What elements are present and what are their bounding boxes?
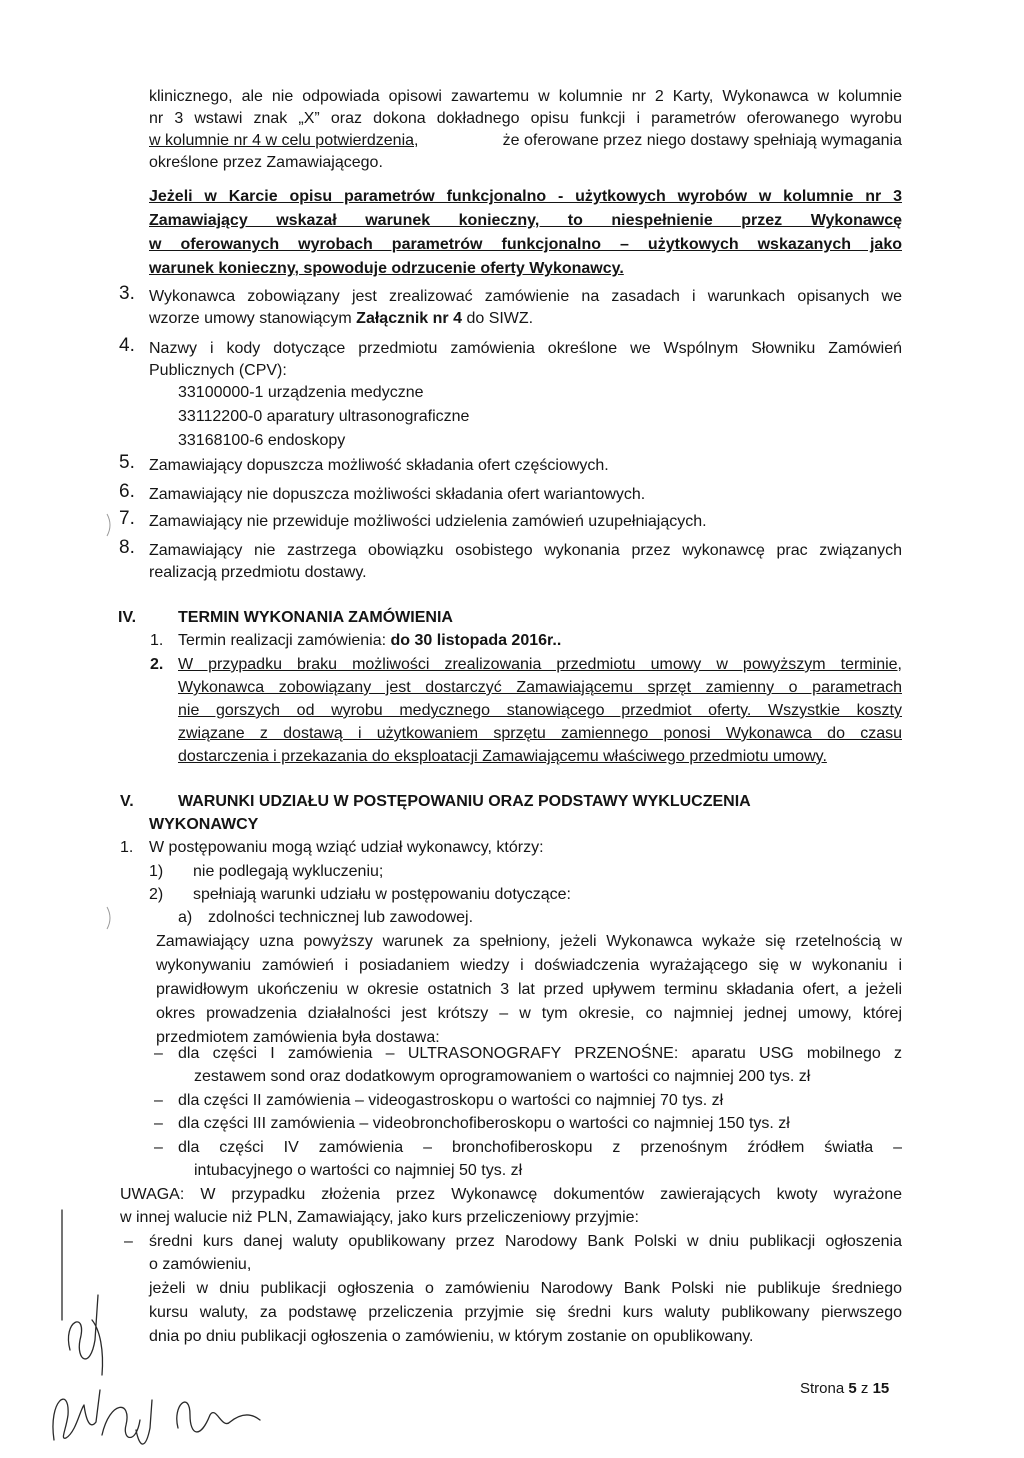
item-7-number: 7.	[119, 508, 135, 529]
item-3-number: 3.	[119, 283, 135, 304]
note-line-1: UWAGA: W przypadku złożenia przez Wykonawcę dokumentów zawierających kwoty wyrażone	[120, 1186, 902, 1203]
section-4-numeral: IV.	[118, 609, 137, 626]
condition-line-2: wykonywaniu zamówień i posiadaniem wiedzy i doświadczenia wyrażającego się w wykonaniu i	[156, 957, 902, 974]
dash-bullet: –	[154, 1139, 163, 1156]
part-4-line-2: intubacyjnego o wartości co najmniej 50 tys. zł	[194, 1162, 523, 1179]
rate-2-line-3: dnia po dniu publikacji ogłoszenia o zamówieniu, w którym zostanie on opublikowany.	[149, 1328, 754, 1345]
total-pages: 15	[872, 1380, 890, 1397]
intro-line-1: klinicznego, ale nie odpowiada opisowi zawartemu w kolumnie nr 2 Karty, Wykonawca w kolumnie	[149, 88, 902, 105]
section-4-point-2-line-3: nie gorszych od wyrobu medycznego stanowiącego przedmiot oferty. Wszystkie koszty	[178, 702, 902, 719]
part-4-line-1: dla części IV zamówienia – bronchofiberoskopu z przenośnym źródłem światła –	[178, 1139, 902, 1156]
dash-bullet: –	[154, 1045, 163, 1062]
condition-line-3: prawidłowym ukończeniu w okresie ostatnich 3 lat przed upływem terminu składania ofert, a jeżeli	[156, 981, 902, 998]
current-page: 5	[848, 1380, 857, 1397]
page-number	[800, 1378, 889, 1401]
item-7-text: Zamawiający nie przewiduje możliwości udzielenia zamówień uzupełniających.	[149, 513, 707, 530]
sub-1-text: nie podlegają wykluczeniu;	[193, 863, 384, 880]
cpv-code: 33112200-0 aparatury ultrasonograficzne	[178, 408, 470, 425]
item-3-attachment: Załącznik nr 4	[356, 310, 462, 327]
warning-line-2: Zamawiający wskazał warunek konieczny, to niespełnienie przez Wykonawcę	[149, 212, 902, 229]
cpv-code: 33100000-1 urządzenia medyczne	[178, 384, 424, 401]
section-4-point-2-line-4: związane z dostawą i użytkowaniem sprzętu zamiennego ponosi Wykonawca do czasu	[178, 725, 902, 742]
part-3: dla części III zamówienia – videobronchofiberoskopu o wartości co najmniej 150 tys. zł	[178, 1115, 790, 1132]
section-4-title: TERMIN WYKONANIA ZAMÓWIENIA	[178, 609, 453, 626]
sub-2-number: 2)	[149, 886, 164, 903]
section-5-title-line-2: WYKONAWCY	[149, 816, 259, 833]
rate-1-line-2: o zamówieniu,	[149, 1256, 252, 1273]
intro-line-3	[149, 130, 902, 153]
section-5-point-1-number: 1.	[120, 839, 134, 856]
deadline-date: do 30 listopada 2016r..	[390, 632, 562, 649]
dash-bullet: –	[124, 1233, 133, 1250]
item-8-number: 8.	[119, 537, 135, 558]
item-3-suffix: do SIWZ.	[462, 310, 534, 327]
section-4-point-1-number: 1.	[150, 632, 164, 649]
item-6-text: Zamawiający nie dopuszcza możliwości składania ofert wariantowych.	[149, 486, 646, 503]
rate-1-line-1: średni kurs danej waluty opublikowany przez Narodowy Bank Polski w dniu publikacji ogłoszenia	[149, 1233, 902, 1250]
item-5-text: Zamawiający dopuszcza możliwość składania ofert częściowych.	[149, 457, 609, 474]
item-8-line-1: Zamawiający nie zastrzega obowiązku osobistego wykonania przez wykonawcę prac związanych	[149, 542, 902, 559]
sub-2-text: spełniają warunki udziału w postępowaniu dotyczące:	[193, 886, 571, 903]
cpv-code: 33168100-6 endoskopy	[178, 432, 346, 449]
item-4-number: 4.	[119, 335, 135, 356]
condition-line-5: przedmiotem zamówienia była dostawa:	[156, 1029, 440, 1046]
item-8-line-2: realizacją przedmiotu dostawy.	[149, 564, 367, 581]
dash-bullet: –	[154, 1092, 163, 1109]
deadline-label: Termin realizacji zamówienia:	[178, 632, 391, 649]
intro-line-2: nr 3 wstawi znak „X” oraz dokona dokładnego opisu funkcji i parametrów oferowanego wyrobu	[149, 110, 902, 127]
intro-line-4: określone przez Zamawiającego.	[149, 154, 383, 171]
section-4-point-2-line-2: Wykonawca zobowiązany jest dostarczyć Zamawiającemu sprzęt zamienny o parametrach	[178, 679, 902, 696]
section-5-title-line-1: WARUNKI UDZIAŁU W POSTĘPOWANIU ORAZ PODSTAWY WYKLUCZENIA	[178, 793, 751, 810]
intro-line-3-underlined: w kolumnie nr 4 w celu potwierdzenia,	[149, 132, 419, 149]
sub-a-text: zdolności technicznej lub zawodowej.	[208, 909, 474, 926]
item-4-line-2: Publicznych (CPV):	[149, 362, 287, 379]
part-2: dla części II zamówienia – videogastroskopu o wartości co najmniej 70 tys. zł	[178, 1092, 724, 1109]
rate-2-line-2: kursu waluty, za podstawę przeliczenia przyjmie się średni kurs waluty publikowany pierwszego	[149, 1304, 902, 1321]
margin-mark	[104, 512, 116, 538]
section-5-point-1: W postępowaniu mogą wziąć udział wykonawcy, którzy:	[149, 839, 544, 856]
item-3-line-1: Wykonawca zobowiązany jest zrealizować zamówienie na zasadach i warunkach opisanych we	[149, 288, 902, 305]
item-4-line-1: Nazwy i kody dotyczące przedmiotu zamówienia określone we Wspólnym Słowniku Zamówień	[149, 340, 902, 357]
rate-2-line-1: jeżeli w dniu publikacji ogłoszenia o zamówieniu Narodowy Bank Polski nie publikuje średniego	[149, 1280, 902, 1297]
handwritten-signatures	[40, 1200, 280, 1450]
condition-line-1: Zamawiający uzna powyższy warunek za spełniony, jeżeli Wykonawca wykaże się rzetelnością w	[156, 933, 902, 950]
page-separator: z	[856, 1380, 873, 1397]
condition-line-4: okres prowadzenia działalności jest krótszy – w tym okresie, co najmniej jednej umowy, której	[156, 1005, 902, 1022]
page-prefix: Strona	[800, 1380, 849, 1397]
part-1-line-2: zestawem sond oraz dodatkowym oprogramowaniem o wartości co najmniej 200 tys. zł	[194, 1068, 811, 1085]
section-4-point-2-line-5: dostarczenia i przekazania do eksploatacji Zamawiającemu właściwego przedmiotu umowy.	[178, 748, 827, 765]
section-4-point-2-line-1: W przypadku braku możliwości zrealizowania przedmiotu umowy w powyższym terminie,	[178, 656, 902, 673]
part-1-line-1: dla części I zamówienia – ULTRASONOGRAFY PRZENOŚNE: aparatu USG mobilnego z	[178, 1045, 902, 1062]
section-4-point-2-number: 2.	[150, 656, 164, 673]
margin-mark	[104, 905, 116, 931]
section-4-point-1	[178, 630, 561, 653]
sub-1-number: 1)	[149, 863, 164, 880]
dash-bullet: –	[154, 1115, 163, 1132]
section-5-numeral: V.	[120, 793, 134, 810]
item-6-number: 6.	[119, 481, 135, 502]
intro-line-3-rest: że oferowane przez niego dostawy spełniają wymagania	[502, 132, 902, 149]
sub-a-number: a)	[178, 909, 193, 926]
item-3-text: wzorze umowy stanowiącym	[149, 310, 357, 327]
warning-line-4: warunek konieczny, spowoduje odrzucenie oferty Wykonawcy.	[149, 260, 624, 277]
warning-line-3: w oferowanych wyrobach parametrów funkcjonalno – użytkowych wskazanych jako	[149, 236, 902, 253]
note-line-2: w innej walucie niż PLN, Zamawiający, jako kurs przeliczeniowy przyjmie:	[120, 1209, 639, 1226]
warning-line-1: Jeżeli w Karcie opisu parametrów funkcjonalno - użytkowych wyrobów w kolumnie nr 3	[149, 188, 902, 205]
item-5-number: 5.	[119, 452, 135, 473]
item-3-line-2	[149, 308, 533, 331]
